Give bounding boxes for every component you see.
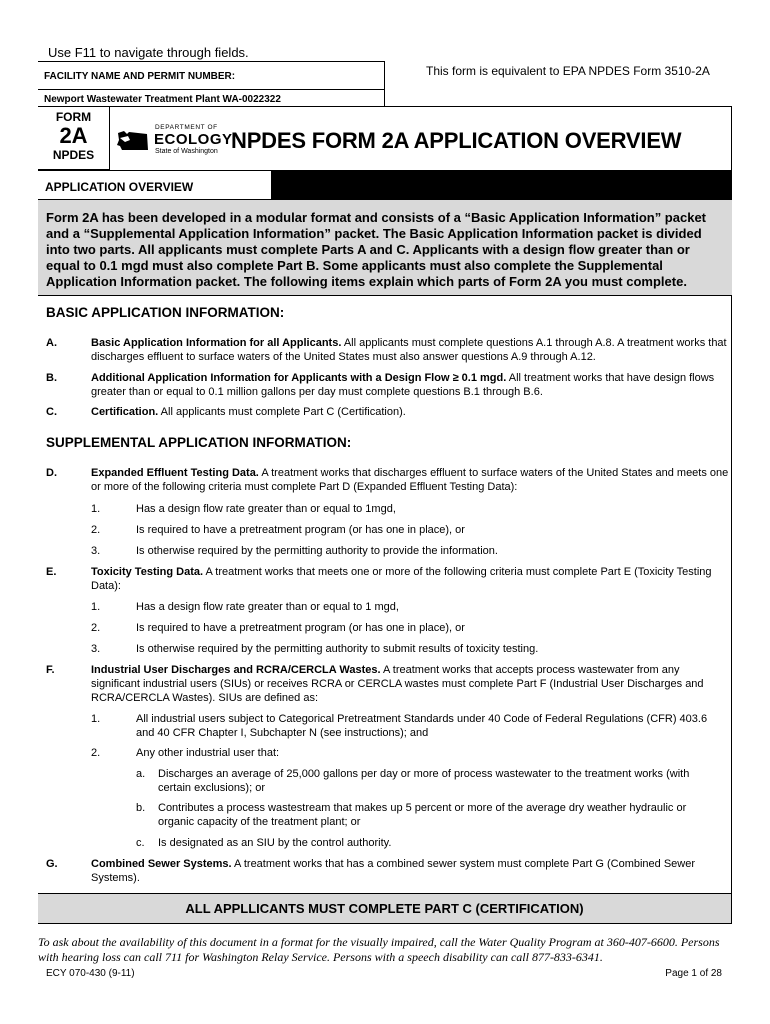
- logo-dept: DEPARTMENT OF: [155, 124, 218, 131]
- item-title: Industrial User Discharges and RCRA/CERCLA Wastes.: [91, 664, 381, 676]
- sub-number: 1.: [91, 601, 101, 613]
- item-title: Combined Sewer Systems.: [91, 858, 232, 870]
- facility-label: FACILITY NAME AND PERMIT NUMBER:: [44, 71, 236, 82]
- sub-number: 1.: [91, 713, 101, 725]
- sub-number: 2.: [91, 747, 101, 759]
- sub-number: b.: [136, 802, 146, 814]
- item-text: All applicants must complete questions A.1 through A.8. A treatment works that discharges effluent to surface waters of the United States must also answer questions A.9 through A.12.: [91, 337, 727, 363]
- sub-text: Is designated as an SIU by the control authority.: [158, 837, 392, 849]
- sub-number: 2.: [91, 622, 101, 634]
- sub-number: 2.: [91, 524, 101, 536]
- form-code: ECY 070-430 (9-11): [46, 968, 135, 979]
- item-b: [46, 371, 726, 399]
- item-g: [46, 857, 726, 885]
- sub-text: Any other industrial user that:: [136, 747, 280, 759]
- item-title: Additional Application Information for Applicants with a Design Flow ≥ 0.1 mgd.: [91, 372, 507, 384]
- ecology-logo: [116, 124, 233, 156]
- sub-text: Contributes a process wastestream that makes up 5 percent or more of the average dry weather hydraulic or organic capacity of the treatment plant; or: [158, 802, 687, 828]
- sub-number: 1.: [91, 503, 101, 515]
- item-title: Expanded Effluent Testing Data.: [91, 467, 259, 479]
- sub-text: Is otherwise required by the permitting authority to provide the information.: [136, 545, 498, 557]
- item-f: [46, 663, 726, 705]
- item-f-subsub-b: [136, 801, 716, 829]
- logo-name: ECOLOGY: [154, 131, 233, 148]
- nav-hint: Use F11 to navigate through fields.: [48, 45, 249, 60]
- item-letter: G.: [46, 858, 58, 870]
- item-title: Toxicity Testing Data.: [91, 566, 204, 578]
- form-type: NPDES: [52, 148, 95, 162]
- sub-number: 3.: [91, 643, 101, 655]
- facility-box: [38, 61, 385, 107]
- sub-text: Has a design flow rate greater than or equal to 1 mgd,: [136, 601, 399, 613]
- item-text: All applicants must complete Part C (Certification).: [158, 406, 406, 418]
- sub-text: Is required to have a pretreatment program (or has one in place), or: [136, 622, 465, 634]
- sub-number: c.: [136, 837, 145, 849]
- item-f-subsub-a: [136, 767, 716, 795]
- item-letter: C.: [46, 406, 57, 418]
- item-title: Basic Application Information for all Applicants.: [91, 337, 342, 349]
- dark-fill-block: [271, 171, 732, 199]
- logo-state: State of Washington: [155, 148, 218, 155]
- item-text: A treatment works that accepts process wastewater from any significant industrial users (SIUs) or receives RCRA or CERCLA wastes must complete Part F (Industrial User Discharges and RCRA/CERCLA Wastes). SIUs are defined as:: [91, 664, 704, 704]
- certification-banner: ALL APPLLICANTS MUST COMPLETE PART C (CERTIFICATION): [38, 893, 732, 924]
- sub-text: All industrial users subject to Categorical Pretreatment Standards under 40 Code of Federal Regulations (CFR) 403.6 and 40 CFR Chapter I, Subchapter N (see instructions); and: [136, 713, 708, 739]
- application-overview-label: APPLICATION OVERVIEW: [45, 180, 194, 194]
- item-a: [46, 336, 726, 364]
- facility-value[interactable]: Newport Wastewater Treatment Plant WA-0022322: [44, 94, 281, 105]
- sub-text: Is required to have a pretreatment program (or has one in place), or: [136, 524, 465, 536]
- intro-paragraph: Form 2A has been developed in a modular format and consists of a “Basic Application Information” packet and a “Supplemental Application Information” packet. The Basic Application Information packet is divided into two parts. All applicants must complete Parts A and C. Applicants with a design flow greater than or equal to 0.1 mgd must also complete Part B. Some applicants must also complete the Supplemental Application Information packet. The following items explain which parts of Form 2A you must complete.: [38, 200, 732, 296]
- item-text: All treatment works that have design flows greater than or equal to 0.1 million gallons per day must complete questions B.1 through B.6.: [91, 372, 715, 398]
- item-letter: B.: [46, 372, 57, 384]
- washington-map-icon: [116, 130, 150, 152]
- sub-text: Has a design flow rate greater than or equal to 1mgd,: [136, 503, 396, 515]
- form-label: FORM: [55, 110, 92, 124]
- item-letter: D.: [46, 467, 57, 479]
- item-letter: A.: [46, 337, 57, 349]
- form-number: 2A: [59, 123, 88, 148]
- sub-text: Is otherwise required by the permitting authority to submit results of toxicity testing.: [136, 643, 539, 655]
- item-title: Certification.: [91, 406, 159, 418]
- item-letter: E.: [46, 566, 57, 578]
- item-text: A treatment works that discharges effluent to surface waters of the United States and meets one or more of the following criteria must complete Part D (Expanded Effluent Testing Data):: [91, 467, 729, 493]
- form-id-box: [38, 106, 110, 170]
- item-e: [46, 565, 726, 593]
- item-letter: F.: [46, 664, 55, 676]
- item-f-sub-1: [91, 712, 731, 740]
- application-overview-row: [38, 170, 732, 200]
- sub-number: a.: [136, 768, 146, 780]
- sub-text: Discharges an average of 25,000 gallons per day or more of process wastewater to the treatment works (with certain exclusions); or: [158, 768, 690, 794]
- item-text: A treatment works that has a combined sewer system must complete Part G (Combined Sewer Systems).: [91, 858, 696, 884]
- sub-number: 3.: [91, 545, 101, 557]
- accessibility-notice: To ask about the availability of this document in a format for the visually impaired, call the Water Quality Program at 360-407-6600. Persons with hearing loss can call 711 for Washington Relay Service. Persons with a speech disability can call 877-833-6341.: [38, 935, 720, 964]
- item-text: A treatment works that meets one or more of the following criteria must complete Part E (Toxicity Testing Data):: [91, 566, 712, 592]
- basic-heading: BASIC APPLICATION INFORMATION:: [46, 305, 285, 320]
- divider: [38, 89, 384, 90]
- item-c: [46, 405, 726, 419]
- page-title: NPDES FORM 2A APPLICATION OVERVIEW: [231, 128, 682, 153]
- supplemental-heading: SUPPLEMENTAL APPLICATION INFORMATION:: [46, 435, 352, 450]
- page-number: Page 1 of 28: [665, 968, 722, 979]
- epa-equivalence-note: This form is equivalent to EPA NPDES Form 3510-2A: [426, 64, 710, 78]
- item-d: [46, 466, 729, 494]
